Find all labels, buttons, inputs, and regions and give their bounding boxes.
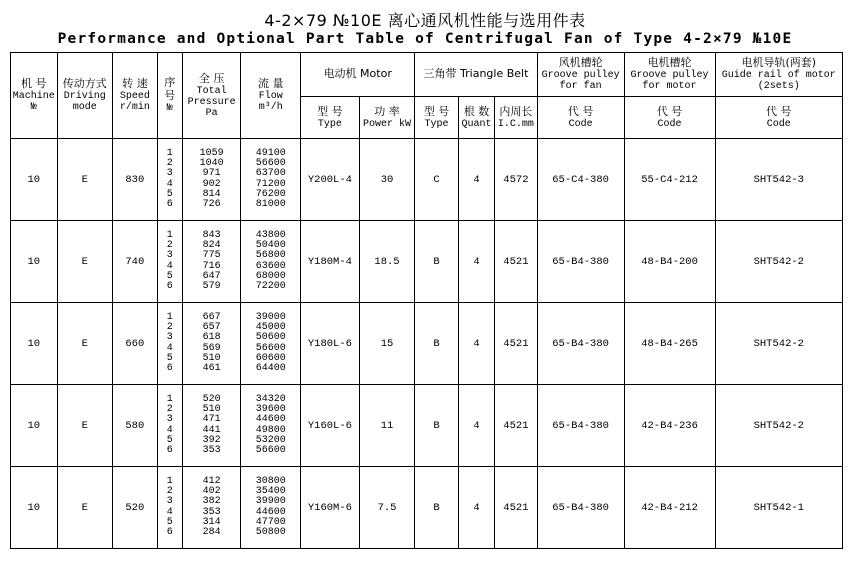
col-driving-header: 传动方式 Driving mode [57, 53, 113, 139]
pressure-cell-value: 353 [202, 506, 221, 518]
pressure-cell-value: 412 [202, 475, 221, 487]
flow-cell-value: 63700 [255, 168, 286, 180]
machine-cell: 10 [11, 139, 58, 221]
seq-cell [157, 221, 182, 303]
seq-cell-value: 6 [166, 445, 173, 457]
pressure-cell-value: 284 [202, 527, 221, 539]
pressure-cell-value: 814 [202, 188, 221, 200]
motor-group-header: 电动机 Motor [301, 53, 415, 97]
fan-code-cell: 65-B4-380 [537, 385, 624, 467]
speed-cell: 580 [113, 385, 157, 467]
flow-cell-value: 43800 [255, 229, 286, 241]
rail-code-cell: SHT542-2 [715, 221, 842, 303]
flow-cell-value: 68000 [255, 270, 286, 282]
belt-type-cell: B [415, 221, 458, 303]
pressure-cell-value: 461 [202, 363, 221, 375]
flow-cell-value: 50600 [255, 332, 286, 344]
table-row [11, 303, 843, 385]
motor-code-cell: 55-C4-212 [624, 139, 715, 221]
seq-cell-value: 2 [166, 157, 173, 169]
pressure-cell-value: 1040 [199, 157, 224, 169]
pressure-cell-value: 971 [202, 168, 221, 180]
motor-code-cell: 42-B4-236 [624, 385, 715, 467]
seq-cell-value: 4 [166, 260, 173, 272]
pressure-cell-value: 657 [202, 321, 221, 333]
col-speed-header: 转 速 Speed r/min [113, 53, 157, 139]
flow-cell-value: 45000 [255, 321, 286, 333]
seq-cell-value: 2 [166, 321, 173, 333]
fan-code-cell: 65-B4-380 [537, 303, 624, 385]
flow-cell-value: 30800 [255, 475, 286, 487]
motor-type-cell: Y160L-6 [301, 385, 360, 467]
pressure-cell-value: 824 [202, 239, 221, 251]
power-cell: 15 [359, 303, 415, 385]
flow-cell-value: 64400 [255, 363, 286, 375]
pressure-cell-value: 716 [202, 260, 221, 272]
motor-code-header: 代 号 Code [624, 97, 715, 139]
quant-cell: 4 [458, 139, 494, 221]
flow-cell-value: 35400 [255, 485, 286, 497]
seq-cell-value: 1 [166, 393, 173, 405]
pressure-cell-value: 382 [202, 496, 221, 508]
rail-code-header: 代 号 Code [715, 97, 842, 139]
pressure-cell [182, 221, 241, 303]
rail-code-cell: SHT542-1 [715, 467, 842, 549]
flow-cell-value: 63600 [255, 260, 286, 272]
flow-cell-value: 81000 [255, 199, 286, 211]
flow-cell-value: 56600 [255, 157, 286, 169]
motor-power-header: 功 率 Power kW [359, 97, 415, 139]
seq-cell-value: 2 [166, 403, 173, 415]
power-cell: 7.5 [359, 467, 415, 549]
pressure-cell-value: 618 [202, 332, 221, 344]
fan-code-cell: 65-B4-380 [537, 221, 624, 303]
flow-cell-value: 49100 [255, 147, 286, 159]
flow-cell-value: 72200 [255, 281, 286, 293]
mode-cell: E [57, 303, 113, 385]
seq-cell-value: 1 [166, 229, 173, 241]
pressure-cell-value: 647 [202, 270, 221, 282]
belt-type-cell: C [415, 139, 458, 221]
seq-cell-value: 5 [166, 352, 173, 364]
pressure-cell-value: 775 [202, 250, 221, 262]
rail-code-cell: SHT542-2 [715, 303, 842, 385]
seq-cell-value: 2 [166, 485, 173, 497]
machine-cell: 10 [11, 221, 58, 303]
seq-cell-value: 4 [166, 178, 173, 190]
pressure-cell-value: 402 [202, 485, 221, 497]
mode-cell: E [57, 385, 113, 467]
table-row [11, 467, 843, 549]
seq-cell [157, 303, 182, 385]
fan-pulley-header: 风机槽轮 Groove pulley for fan [537, 53, 624, 97]
flow-cell [241, 139, 301, 221]
flow-cell-value: 39900 [255, 496, 286, 508]
length-cell: 4521 [495, 303, 537, 385]
pressure-cell [182, 467, 241, 549]
belt-type-header: 型 号 Type [415, 97, 458, 139]
col-seq-header: 序 号 № [157, 53, 182, 139]
fan-code-cell: 65-C4-380 [537, 139, 624, 221]
flow-cell [241, 385, 301, 467]
flow-cell-value: 76200 [255, 188, 286, 200]
table-row [11, 385, 843, 467]
flow-cell-value: 56600 [255, 342, 286, 354]
rail-code-cell: SHT542-2 [715, 385, 842, 467]
table-body [11, 139, 843, 549]
seq-cell-value: 5 [166, 516, 173, 528]
seq-cell-value: 4 [166, 424, 173, 436]
motor-code-cell: 42-B4-212 [624, 467, 715, 549]
performance-table [10, 52, 843, 549]
rail-code-cell: SHT542-3 [715, 139, 842, 221]
fan-code-cell: 65-B4-380 [537, 467, 624, 549]
flow-cell-value: 56800 [255, 250, 286, 262]
seq-cell-value: 3 [166, 332, 173, 344]
quant-cell: 4 [458, 385, 494, 467]
motor-type-cell: Y180M-4 [301, 221, 360, 303]
pressure-cell-value: 441 [202, 424, 221, 436]
seq-cell-value: 1 [166, 147, 173, 159]
col-flow-header: 流 量 Flow m³/h [241, 53, 301, 139]
pressure-cell [182, 139, 241, 221]
flow-cell-value: 50400 [255, 239, 286, 251]
machine-cell: 10 [11, 385, 58, 467]
flow-cell [241, 467, 301, 549]
seq-cell-value: 1 [166, 475, 173, 487]
seq-cell [157, 139, 182, 221]
motor-pulley-header: 电机槽轮 Groove pulley for motor [624, 53, 715, 97]
motor-code-cell: 48-B4-265 [624, 303, 715, 385]
speed-cell: 660 [113, 303, 157, 385]
col-pressure-header: 全 压 Total Pressure Pa [182, 53, 241, 139]
pressure-cell-value: 569 [202, 342, 221, 354]
seq-cell-value: 6 [166, 281, 173, 293]
mode-cell: E [57, 467, 113, 549]
length-cell: 4572 [495, 139, 537, 221]
speed-cell: 520 [113, 467, 157, 549]
motor-type-cell: Y180L-6 [301, 303, 360, 385]
flow-cell-value: 44600 [255, 414, 286, 426]
machine-cell: 10 [11, 303, 58, 385]
power-cell: 30 [359, 139, 415, 221]
flow-cell-value: 53200 [255, 434, 286, 446]
pressure-cell-value: 520 [202, 393, 221, 405]
quant-cell: 4 [458, 467, 494, 549]
pressure-cell-value: 843 [202, 229, 221, 241]
belt-type-cell: B [415, 303, 458, 385]
motor-type-header: 型 号 Type [301, 97, 360, 139]
flow-cell-value: 49800 [255, 424, 286, 436]
seq-cell-value: 4 [166, 342, 173, 354]
flow-cell-value: 44600 [255, 506, 286, 518]
seq-cell-value: 5 [166, 270, 173, 282]
pressure-cell [182, 385, 241, 467]
power-cell: 11 [359, 385, 415, 467]
length-cell: 4521 [495, 385, 537, 467]
flow-cell-value: 60600 [255, 352, 286, 364]
pressure-cell-value: 579 [202, 281, 221, 293]
page-title-cn: 4-2×79 №10E 离心通风机性能与选用件表 [264, 11, 586, 30]
mode-cell: E [57, 139, 113, 221]
motor-type-cell: Y160M-6 [301, 467, 360, 549]
seq-cell-value: 4 [166, 506, 173, 518]
pressure-cell-value: 726 [202, 199, 221, 211]
col-machine-header: 机 号 Machine № [11, 53, 58, 139]
pressure-cell-value: 510 [202, 403, 221, 415]
speed-cell: 830 [113, 139, 157, 221]
seq-cell-value: 5 [166, 434, 173, 446]
table-row [11, 221, 843, 303]
seq-cell-value: 1 [166, 311, 173, 323]
belt-type-cell: B [415, 385, 458, 467]
flow-cell-value: 71200 [255, 178, 286, 190]
belt-length-header: 内周长 I.C.mm [495, 97, 537, 139]
seq-cell-value: 3 [166, 496, 173, 508]
flow-cell-value: 50800 [255, 527, 286, 539]
pressure-cell-value: 314 [202, 516, 221, 528]
guide-rail-header: 电机导轨(两套) Guide rail of motor (2sets) [715, 53, 842, 97]
seq-cell [157, 385, 182, 467]
seq-cell-value: 3 [166, 250, 173, 262]
motor-code-cell: 48-B4-200 [624, 221, 715, 303]
pressure-cell-value: 667 [202, 311, 221, 323]
flow-cell-value: 39600 [255, 403, 286, 415]
page-title-en: Performance and Optional Part Table of Centrifugal Fan of Type 4-2×79 №10E [57, 31, 793, 47]
flow-cell [241, 221, 301, 303]
pressure-cell-value: 471 [202, 414, 221, 426]
seq-cell-value: 6 [166, 199, 173, 211]
quant-cell: 4 [458, 221, 494, 303]
flow-cell-value: 34320 [255, 393, 286, 405]
speed-cell: 740 [113, 221, 157, 303]
flow-cell-value: 39000 [255, 311, 286, 323]
pressure-cell [182, 303, 241, 385]
seq-cell-value: 3 [166, 168, 173, 180]
flow-cell [241, 303, 301, 385]
seq-cell [157, 467, 182, 549]
length-cell: 4521 [495, 221, 537, 303]
seq-cell-value: 6 [166, 363, 173, 375]
mode-cell: E [57, 221, 113, 303]
fan-code-header: 代 号 Code [537, 97, 624, 139]
belt-type-cell: B [415, 467, 458, 549]
power-cell: 18.5 [359, 221, 415, 303]
machine-cell: 10 [11, 467, 58, 549]
pressure-cell-value: 392 [202, 434, 221, 446]
length-cell: 4521 [495, 467, 537, 549]
quant-cell: 4 [458, 303, 494, 385]
flow-cell-value: 47700 [255, 516, 286, 528]
belt-quant-header: 根 数 Quant [458, 97, 494, 139]
belt-group-header: 三角带 Triangle Belt [415, 53, 537, 97]
seq-cell-value: 6 [166, 527, 173, 539]
table-row [11, 139, 843, 221]
seq-cell-value: 2 [166, 239, 173, 251]
pressure-cell-value: 510 [202, 352, 221, 364]
pressure-cell-value: 353 [202, 445, 221, 457]
seq-cell-value: 3 [166, 414, 173, 426]
motor-type-cell: Y200L-4 [301, 139, 360, 221]
pressure-cell-value: 902 [202, 178, 221, 190]
pressure-cell-value: 1059 [199, 147, 224, 159]
flow-cell-value: 56600 [255, 445, 286, 457]
seq-cell-value: 5 [166, 188, 173, 200]
